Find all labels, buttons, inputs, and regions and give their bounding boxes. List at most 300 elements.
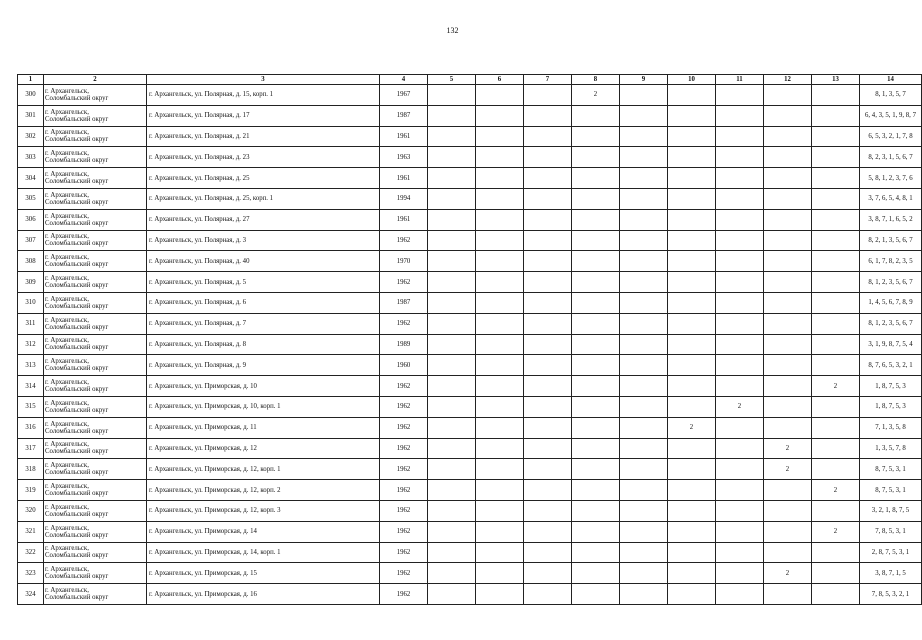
code-cell: 3, 8, 7, 1, 5 xyxy=(860,563,922,584)
address-cell: г. Архангельск, ул. Приморская, д. 15 xyxy=(147,563,380,584)
col13-cell xyxy=(812,85,860,106)
col12-cell xyxy=(764,355,812,376)
district-line-2: Соломбальский округ xyxy=(45,261,109,269)
col7-cell xyxy=(524,168,572,189)
year-cell: 1961 xyxy=(380,168,428,189)
col6-cell xyxy=(476,584,524,605)
year-cell: 1962 xyxy=(380,563,428,584)
code-cell: 8, 7, 5, 3, 1 xyxy=(860,459,922,480)
address-cell: г. Архангельск, ул. Полярная, д. 8 xyxy=(147,334,380,355)
col11-cell xyxy=(716,500,764,521)
col6-cell xyxy=(476,105,524,126)
col9-cell xyxy=(620,459,668,480)
district-line-1: г. Архангельск, xyxy=(45,233,89,241)
code-cell: 5, 8, 1, 2, 3, 7, 6 xyxy=(860,168,922,189)
code-cell: 7, 8, 5, 3, 2, 1 xyxy=(860,584,922,605)
col8-cell xyxy=(572,355,620,376)
col9-cell xyxy=(620,272,668,293)
col10-cell xyxy=(668,355,716,376)
col8-cell xyxy=(572,376,620,397)
col11-cell xyxy=(716,459,764,480)
col13-cell xyxy=(812,417,860,438)
col6-cell xyxy=(476,147,524,168)
table-row xyxy=(18,230,922,251)
col6-cell xyxy=(476,251,524,272)
address-cell: г. Архангельск, ул. Полярная, д. 27 xyxy=(147,209,380,230)
row-number: 321 xyxy=(18,521,44,542)
district-cell xyxy=(44,417,147,438)
col7-cell xyxy=(524,355,572,376)
col6-cell xyxy=(476,521,524,542)
col8-cell xyxy=(572,584,620,605)
table-row xyxy=(18,209,922,230)
col12-cell: 2 xyxy=(764,459,812,480)
address-cell: г. Архангельск, ул. Приморская, д. 14 xyxy=(147,521,380,542)
col7-cell xyxy=(524,521,572,542)
district-line-2: Соломбальский округ xyxy=(45,136,109,144)
col10-cell xyxy=(668,334,716,355)
col10-cell xyxy=(668,542,716,563)
column-header-9: 9 xyxy=(620,75,668,85)
col13-cell xyxy=(812,355,860,376)
year-cell: 1962 xyxy=(380,376,428,397)
district-line-2: Соломбальский округ xyxy=(45,490,109,498)
col13-cell xyxy=(812,126,860,147)
year-cell: 1962 xyxy=(380,480,428,501)
address-cell: г. Архангельск, ул. Полярная, д. 40 xyxy=(147,251,380,272)
col10-cell xyxy=(668,168,716,189)
col9-cell xyxy=(620,521,668,542)
col12-cell xyxy=(764,542,812,563)
col13-cell: 2 xyxy=(812,480,860,501)
district-line-1: г. Архангельск, xyxy=(45,483,89,491)
row-number: 314 xyxy=(18,376,44,397)
code-cell: 3, 7, 6, 5, 4, 8, 1 xyxy=(860,188,922,209)
col10-cell xyxy=(668,459,716,480)
col10-cell xyxy=(668,272,716,293)
year-cell: 1962 xyxy=(380,584,428,605)
col7-cell xyxy=(524,376,572,397)
district-cell xyxy=(44,147,147,168)
col6-cell xyxy=(476,334,524,355)
year-cell: 1962 xyxy=(380,459,428,480)
row-number: 305 xyxy=(18,188,44,209)
col10-cell xyxy=(668,147,716,168)
col6-cell xyxy=(476,188,524,209)
col7-cell xyxy=(524,584,572,605)
col6-cell xyxy=(476,292,524,313)
col7-cell xyxy=(524,563,572,584)
col9-cell xyxy=(620,396,668,417)
col12-cell xyxy=(764,480,812,501)
col13-cell xyxy=(812,209,860,230)
col10-cell xyxy=(668,584,716,605)
district-line-1: г. Архангельск, xyxy=(45,295,89,303)
district-line-2: Соломбальский округ xyxy=(45,573,109,581)
district-cell xyxy=(44,209,147,230)
district-cell xyxy=(44,584,147,605)
col11-cell xyxy=(716,584,764,605)
col7-cell xyxy=(524,292,572,313)
col13-cell xyxy=(812,251,860,272)
district-cell xyxy=(44,396,147,417)
year-cell: 1962 xyxy=(380,396,428,417)
district-line-1: г. Архангельск, xyxy=(45,420,89,428)
year-cell: 1962 xyxy=(380,230,428,251)
col5-cell xyxy=(428,209,476,230)
code-cell: 3, 2, 1, 8, 7, 5 xyxy=(860,500,922,521)
code-cell: 1, 8, 7, 5, 3 xyxy=(860,396,922,417)
col5-cell xyxy=(428,147,476,168)
table-row xyxy=(18,500,922,521)
row-number: 316 xyxy=(18,417,44,438)
table-row xyxy=(18,313,922,334)
code-cell: 8, 2, 3, 1, 5, 6, 7 xyxy=(860,147,922,168)
col8-cell xyxy=(572,105,620,126)
district-line-1: г. Архангельск, xyxy=(45,316,89,324)
col11-cell xyxy=(716,542,764,563)
district-line-2: Соломбальский округ xyxy=(45,240,109,248)
row-number: 303 xyxy=(18,147,44,168)
col12-cell xyxy=(764,126,812,147)
col9-cell xyxy=(620,209,668,230)
col10-cell xyxy=(668,126,716,147)
col8-cell xyxy=(572,521,620,542)
district-cell xyxy=(44,188,147,209)
column-header-5: 5 xyxy=(428,75,476,85)
address-cell: г. Архангельск, ул. Приморская, д. 12, корп. 3 xyxy=(147,500,380,521)
table-header-row xyxy=(18,75,922,85)
code-cell: 8, 7, 6, 5, 3, 2, 1 xyxy=(860,355,922,376)
code-cell: 2, 8, 7, 5, 3, 1 xyxy=(860,542,922,563)
district-line-2: Соломбальский округ xyxy=(45,115,109,123)
col8-cell xyxy=(572,480,620,501)
col5-cell xyxy=(428,396,476,417)
col8-cell xyxy=(572,313,620,334)
col8-cell xyxy=(572,292,620,313)
column-header-1: 1 xyxy=(18,75,44,85)
table-body xyxy=(18,85,922,605)
col11-cell xyxy=(716,480,764,501)
col11-cell xyxy=(716,230,764,251)
col12-cell xyxy=(764,521,812,542)
district-line-1: г. Архангельск, xyxy=(45,462,89,470)
row-number: 304 xyxy=(18,168,44,189)
col10-cell xyxy=(668,500,716,521)
district-line-2: Соломбальский округ xyxy=(45,323,109,331)
address-cell: г. Архангельск, ул. Приморская, д. 16 xyxy=(147,584,380,605)
housing-table xyxy=(17,74,922,605)
row-number: 312 xyxy=(18,334,44,355)
table-row xyxy=(18,459,922,480)
district-line-2: Соломбальский округ xyxy=(45,594,109,602)
col7-cell xyxy=(524,251,572,272)
district-cell xyxy=(44,292,147,313)
col9-cell xyxy=(620,251,668,272)
district-line-2: Соломбальский округ xyxy=(45,178,109,186)
district-line-1: г. Архангельск, xyxy=(45,587,89,595)
code-cell: 8, 2, 1, 3, 5, 6, 7 xyxy=(860,230,922,251)
col8-cell: 2 xyxy=(572,85,620,106)
row-number: 323 xyxy=(18,563,44,584)
code-cell: 1, 4, 5, 6, 7, 8, 9 xyxy=(860,292,922,313)
col12-cell xyxy=(764,251,812,272)
col9-cell xyxy=(620,230,668,251)
table-row xyxy=(18,168,922,189)
col13-cell xyxy=(812,500,860,521)
district-line-1: г. Архангельск, xyxy=(45,171,89,179)
address-cell: г. Архангельск, ул. Приморская, д. 11 xyxy=(147,417,380,438)
district-line-2: Соломбальский округ xyxy=(45,531,109,539)
col10-cell: 2 xyxy=(668,417,716,438)
col10-cell xyxy=(668,251,716,272)
row-number: 317 xyxy=(18,438,44,459)
col8-cell xyxy=(572,500,620,521)
district-cell xyxy=(44,85,147,106)
col10-cell xyxy=(668,438,716,459)
col5-cell xyxy=(428,376,476,397)
col5-cell xyxy=(428,584,476,605)
col11-cell xyxy=(716,85,764,106)
code-cell: 6, 4, 3, 5, 1, 9, 8, 7 xyxy=(860,105,922,126)
col9-cell xyxy=(620,188,668,209)
col13-cell xyxy=(812,542,860,563)
district-line-1: г. Архангельск, xyxy=(45,399,89,407)
col7-cell xyxy=(524,542,572,563)
col13-cell xyxy=(812,105,860,126)
col5-cell xyxy=(428,334,476,355)
code-cell: 1, 3, 5, 7, 8 xyxy=(860,438,922,459)
year-cell: 1962 xyxy=(380,542,428,563)
district-line-2: Соломбальский округ xyxy=(45,94,109,102)
code-cell: 3, 8, 7, 1, 6, 5, 2 xyxy=(860,209,922,230)
district-cell xyxy=(44,480,147,501)
row-number: 310 xyxy=(18,292,44,313)
column-header-2: 2 xyxy=(44,75,147,85)
district-line-2: Соломбальский округ xyxy=(45,157,109,165)
col7-cell xyxy=(524,500,572,521)
district-cell xyxy=(44,272,147,293)
district-cell xyxy=(44,542,147,563)
district-line-1: г. Архангельск, xyxy=(45,524,89,532)
col7-cell xyxy=(524,126,572,147)
district-line-1: г. Архангельск, xyxy=(45,503,89,511)
district-line-1: г. Архангельск, xyxy=(45,379,89,387)
col11-cell xyxy=(716,521,764,542)
code-cell: 6, 5, 3, 2, 1, 7, 8 xyxy=(860,126,922,147)
district-cell xyxy=(44,126,147,147)
address-cell: г. Архангельск, ул. Приморская, д. 12 xyxy=(147,438,380,459)
col11-cell: 2 xyxy=(716,396,764,417)
district-cell xyxy=(44,334,147,355)
table-row xyxy=(18,417,922,438)
code-cell: 8, 1, 2, 3, 5, 6, 7 xyxy=(860,313,922,334)
col10-cell xyxy=(668,188,716,209)
col13-cell xyxy=(812,396,860,417)
district-cell xyxy=(44,313,147,334)
code-cell: 3, 1, 9, 8, 7, 5, 4 xyxy=(860,334,922,355)
year-cell: 1962 xyxy=(380,313,428,334)
table-row xyxy=(18,126,922,147)
address-cell: г. Архангельск, ул. Полярная, д. 9 xyxy=(147,355,380,376)
col11-cell xyxy=(716,355,764,376)
col8-cell xyxy=(572,251,620,272)
district-cell xyxy=(44,355,147,376)
col8-cell xyxy=(572,168,620,189)
district-cell xyxy=(44,563,147,584)
col7-cell xyxy=(524,313,572,334)
col13-cell xyxy=(812,168,860,189)
col8-cell xyxy=(572,230,620,251)
col10-cell xyxy=(668,376,716,397)
col12-cell xyxy=(764,292,812,313)
code-cell: 7, 8, 5, 3, 1 xyxy=(860,521,922,542)
col7-cell xyxy=(524,438,572,459)
row-number: 306 xyxy=(18,209,44,230)
col5-cell xyxy=(428,168,476,189)
row-number: 307 xyxy=(18,230,44,251)
col12-cell xyxy=(764,85,812,106)
col9-cell xyxy=(620,292,668,313)
column-header-14: 14 xyxy=(860,75,922,85)
row-number: 300 xyxy=(18,85,44,106)
col11-cell xyxy=(716,147,764,168)
address-cell: г. Архангельск, ул. Полярная, д. 7 xyxy=(147,313,380,334)
table-row xyxy=(18,376,922,397)
address-cell: г. Архангельск, ул. Приморская, д. 12, корп. 1 xyxy=(147,459,380,480)
col11-cell xyxy=(716,376,764,397)
col12-cell xyxy=(764,396,812,417)
col7-cell xyxy=(524,147,572,168)
col9-cell xyxy=(620,584,668,605)
col12-cell xyxy=(764,334,812,355)
col7-cell xyxy=(524,417,572,438)
district-line-1: г. Архангельск, xyxy=(45,441,89,449)
col10-cell xyxy=(668,209,716,230)
col11-cell xyxy=(716,272,764,293)
district-line-2: Соломбальский округ xyxy=(45,219,109,227)
col13-cell xyxy=(812,334,860,355)
col5-cell xyxy=(428,542,476,563)
district-line-2: Соломбальский округ xyxy=(45,448,109,456)
column-header-10: 10 xyxy=(668,75,716,85)
district-line-2: Соломбальский округ xyxy=(45,365,109,373)
col13-cell xyxy=(812,563,860,584)
col5-cell xyxy=(428,521,476,542)
col11-cell xyxy=(716,105,764,126)
address-cell: г. Архангельск, ул. Приморская, д. 10 xyxy=(147,376,380,397)
address-cell: г. Архангельск, ул. Полярная, д. 15, корп. 1 xyxy=(147,85,380,106)
col12-cell xyxy=(764,147,812,168)
col12-cell xyxy=(764,188,812,209)
table-row xyxy=(18,563,922,584)
year-cell: 1962 xyxy=(380,500,428,521)
col7-cell xyxy=(524,480,572,501)
row-number: 324 xyxy=(18,584,44,605)
year-cell: 1970 xyxy=(380,251,428,272)
col11-cell xyxy=(716,334,764,355)
col9-cell xyxy=(620,168,668,189)
address-cell: г. Архангельск, ул. Полярная, д. 23 xyxy=(147,147,380,168)
col5-cell xyxy=(428,500,476,521)
col11-cell xyxy=(716,251,764,272)
table-row xyxy=(18,480,922,501)
code-cell: 8, 1, 2, 3, 5, 6, 7 xyxy=(860,272,922,293)
row-number: 301 xyxy=(18,105,44,126)
year-cell: 1962 xyxy=(380,417,428,438)
col7-cell xyxy=(524,272,572,293)
code-cell: 1, 8, 7, 5, 3 xyxy=(860,376,922,397)
col8-cell xyxy=(572,147,620,168)
col6-cell xyxy=(476,376,524,397)
col11-cell xyxy=(716,417,764,438)
district-cell xyxy=(44,230,147,251)
col12-cell xyxy=(764,168,812,189)
address-cell: г. Архангельск, ул. Полярная, д. 6 xyxy=(147,292,380,313)
column-header-12: 12 xyxy=(764,75,812,85)
district-cell xyxy=(44,251,147,272)
col7-cell xyxy=(524,188,572,209)
col10-cell xyxy=(668,85,716,106)
district-line-1: г. Архангельск, xyxy=(45,275,89,283)
col6-cell xyxy=(476,563,524,584)
col8-cell xyxy=(572,542,620,563)
col9-cell xyxy=(620,417,668,438)
col8-cell xyxy=(572,563,620,584)
col11-cell xyxy=(716,563,764,584)
col6-cell xyxy=(476,168,524,189)
code-cell: 7, 1, 3, 5, 8 xyxy=(860,417,922,438)
column-header-13: 13 xyxy=(812,75,860,85)
district-cell xyxy=(44,168,147,189)
col13-cell xyxy=(812,272,860,293)
row-number: 322 xyxy=(18,542,44,563)
col6-cell xyxy=(476,396,524,417)
col12-cell xyxy=(764,313,812,334)
row-number: 319 xyxy=(18,480,44,501)
col12-cell xyxy=(764,230,812,251)
col7-cell xyxy=(524,230,572,251)
district-line-1: г. Архангельск, xyxy=(45,150,89,158)
col10-cell xyxy=(668,396,716,417)
column-header-11: 11 xyxy=(716,75,764,85)
year-cell: 1961 xyxy=(380,209,428,230)
col6-cell xyxy=(476,355,524,376)
district-cell xyxy=(44,438,147,459)
table-row xyxy=(18,396,922,417)
row-number: 320 xyxy=(18,500,44,521)
district-line-2: Соломбальский округ xyxy=(45,552,109,560)
col11-cell xyxy=(716,209,764,230)
col13-cell xyxy=(812,188,860,209)
col11-cell xyxy=(716,438,764,459)
page-number: 132 xyxy=(446,26,459,35)
col5-cell xyxy=(428,188,476,209)
code-cell: 8, 1, 3, 5, 7 xyxy=(860,85,922,106)
col11-cell xyxy=(716,313,764,334)
year-cell: 1963 xyxy=(380,147,428,168)
col6-cell xyxy=(476,313,524,334)
col10-cell xyxy=(668,292,716,313)
col8-cell xyxy=(572,126,620,147)
col8-cell xyxy=(572,334,620,355)
code-cell: 8, 7, 5, 3, 1 xyxy=(860,480,922,501)
col10-cell xyxy=(668,105,716,126)
col6-cell xyxy=(476,542,524,563)
col9-cell xyxy=(620,105,668,126)
year-cell: 1967 xyxy=(380,85,428,106)
row-number: 315 xyxy=(18,396,44,417)
